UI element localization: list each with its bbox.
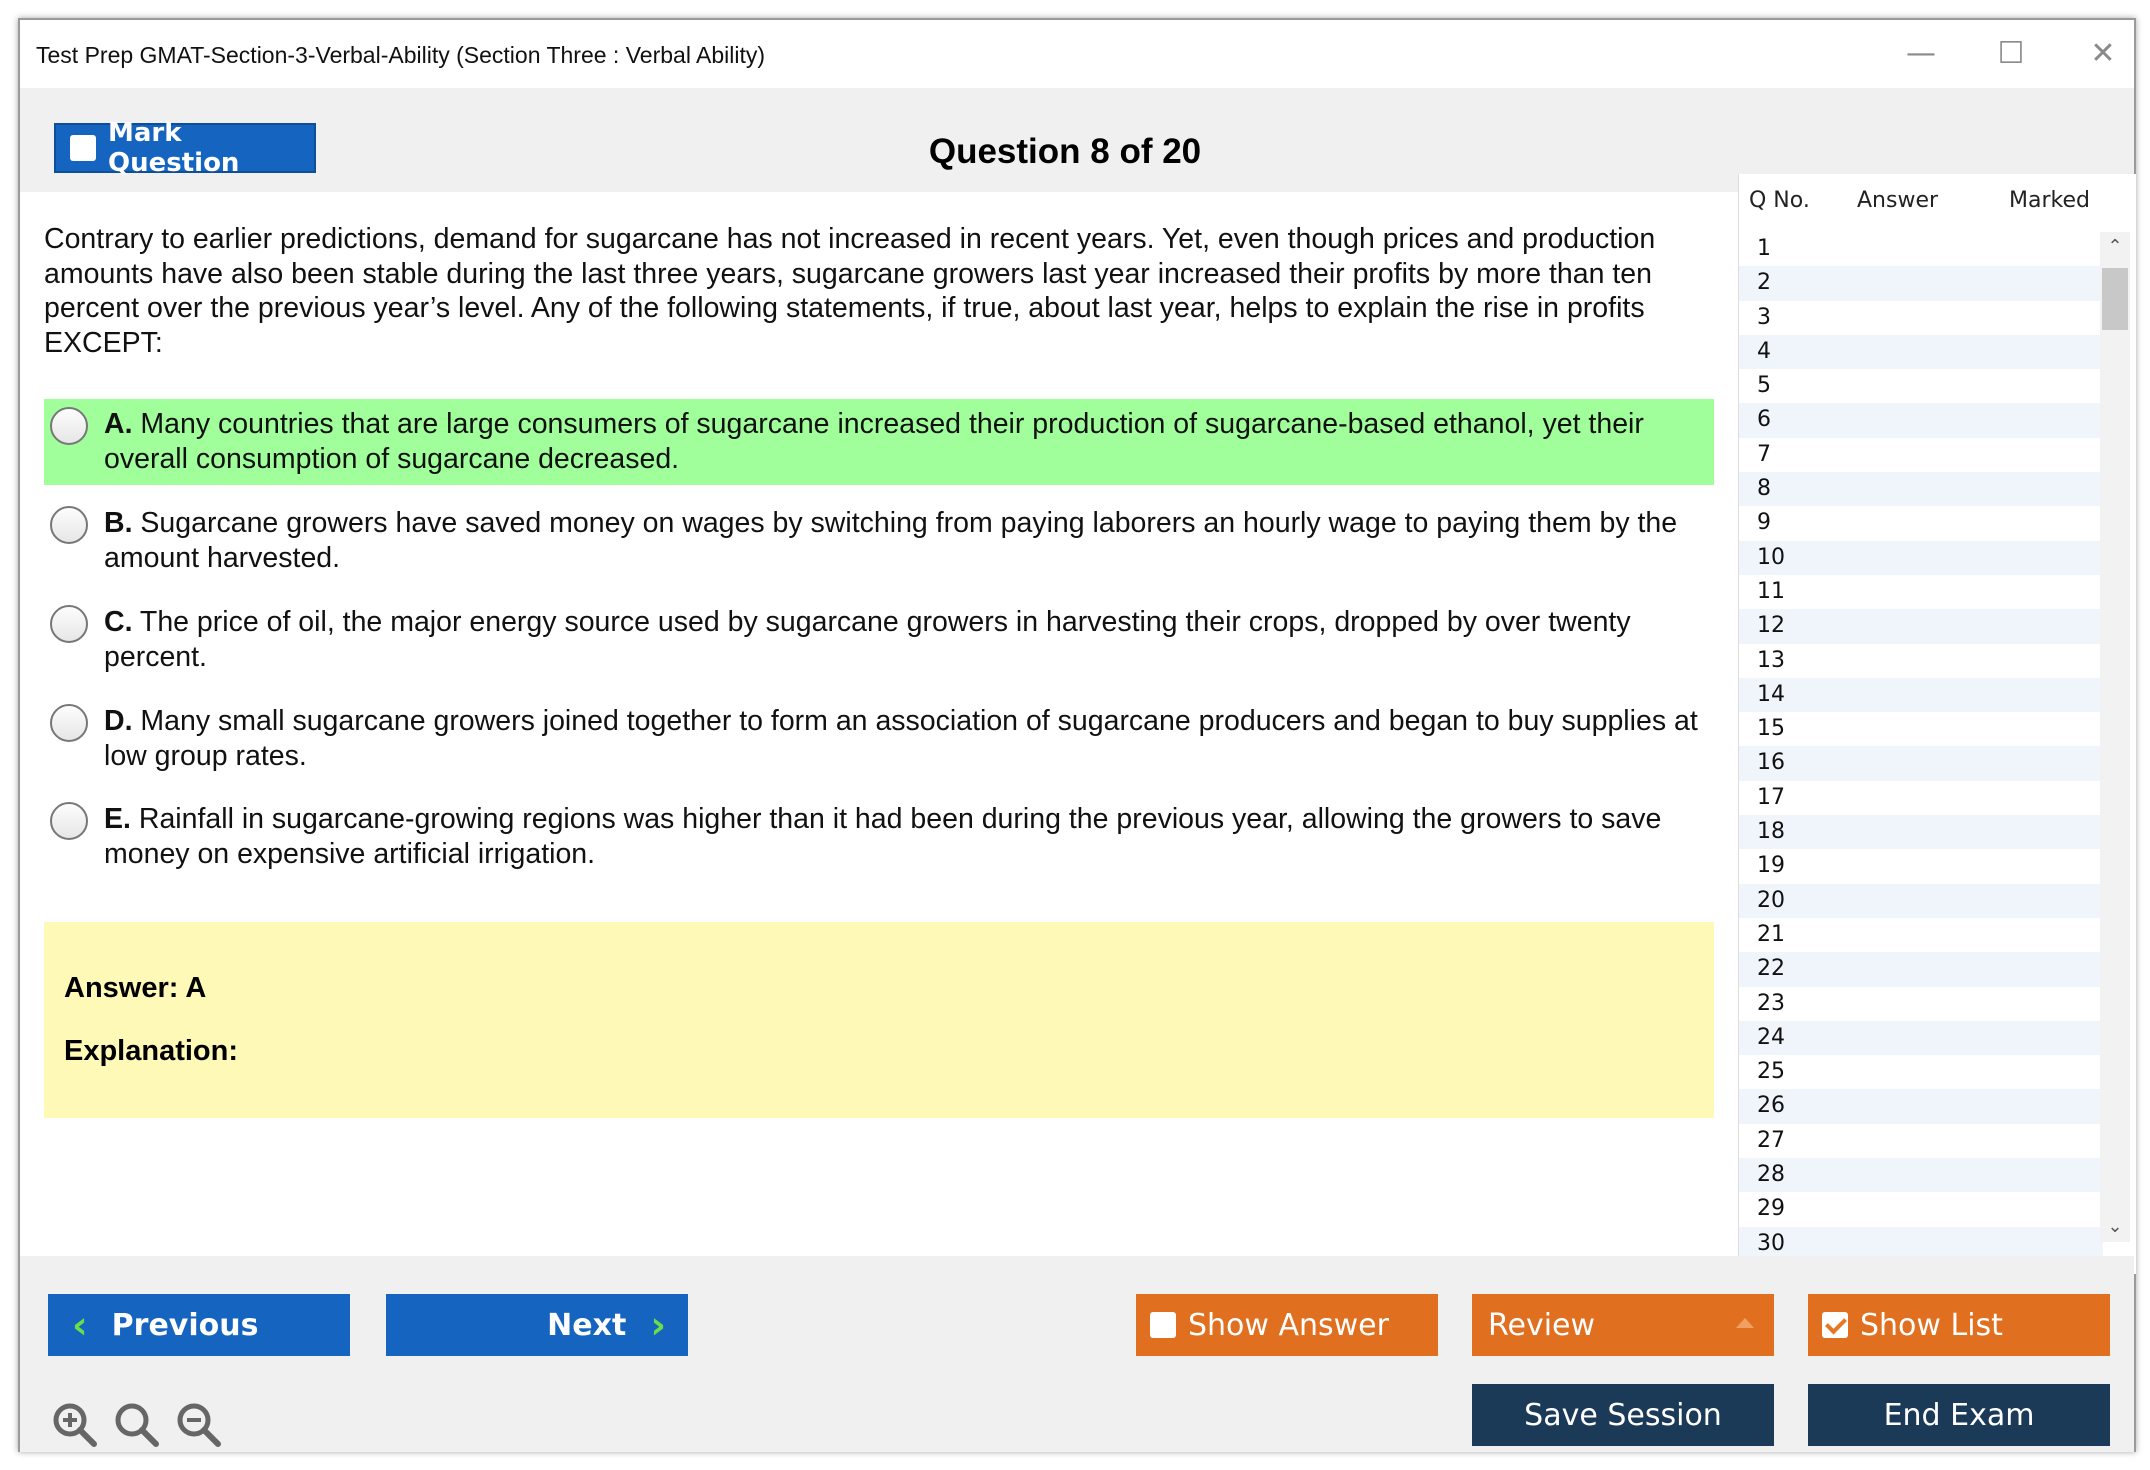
chevron-right-icon: › [650, 1303, 666, 1347]
end-exam-label: End Exam [1883, 1397, 2035, 1433]
question-list-header [1739, 174, 2136, 218]
show-list-label: Show List [1860, 1307, 2003, 1343]
list-item[interactable]: 20 [1739, 884, 2103, 918]
radio-icon[interactable] [50, 407, 88, 445]
window-title: Test Prep GMAT-Section-3-Verbal-Ability (Section Three : Verbal Ability) [36, 42, 766, 68]
radio-icon[interactable] [50, 802, 88, 840]
list-item[interactable]: 14 [1739, 678, 2103, 712]
scroll-down-icon[interactable]: ⌄ [2107, 1216, 2123, 1237]
question-list-rows [1739, 232, 2103, 1261]
list-item[interactable]: 25 [1757, 1059, 1785, 1085]
option-text: Sugarcane growers have saved money on wages by switching from paying laborers an hourly wage to paying them by the amount harvested. [104, 507, 1678, 574]
show-answer-button[interactable] [1136, 1294, 1438, 1356]
list-item[interactable]: 24 [1739, 1021, 2103, 1055]
list-item[interactable]: 22 [1739, 952, 2103, 986]
question-stem: Contrary to earlier predictions, demand for sugarcane has not increased in recent years. Yet, even though prices and production amounts have also been stable during the last three years, sugarcane growers last year increased their profits by more than ten percent over the previous year’s level. Any of the following statements, if true, about last year, helps to explain the rise in profits EXCEPT: [44, 223, 1656, 359]
scroll-up-icon[interactable]: ⌃ [2107, 236, 2123, 257]
scroll-thumb[interactable] [2102, 268, 2128, 330]
option-letter: B. [104, 507, 133, 539]
list-item[interactable]: 23 [1757, 990, 1785, 1016]
list-item[interactable]: 16 [1739, 746, 2103, 780]
list-item[interactable]: 8 [1739, 472, 2103, 506]
option-a[interactable] [44, 399, 1714, 485]
next-label: Next [547, 1307, 627, 1343]
maximize-icon[interactable]: ☐ [1997, 35, 2025, 71]
minimize-icon[interactable]: — [1906, 35, 1936, 71]
list-item[interactable]: 27 [1757, 1127, 1785, 1153]
column-header-answer[interactable]: Answer [1857, 188, 1939, 213]
review-dropdown[interactable] [1472, 1294, 1774, 1356]
checkbox-checked-icon [1822, 1312, 1848, 1338]
zoom-reset-icon[interactable] [112, 1400, 160, 1448]
app-window [18, 18, 2136, 1452]
question-pane [20, 192, 1736, 1272]
radio-icon[interactable] [50, 704, 88, 742]
radio-icon[interactable] [50, 506, 88, 544]
option-letter: E. [104, 803, 131, 835]
column-header-marked[interactable]: Marked [2009, 188, 2090, 213]
zoom-out-icon[interactable] [174, 1400, 222, 1448]
option-letter: D. [104, 705, 133, 737]
column-header-qno[interactable]: Q No. [1749, 188, 1810, 213]
option-text: The price of oil, the major energy source used by sugarcane growers in harvesting their crops, dropped by over twenty percent. [104, 606, 1631, 673]
zoom-in-icon[interactable] [50, 1400, 98, 1448]
radio-icon[interactable] [50, 605, 88, 643]
close-icon[interactable]: ✕ [2090, 35, 2116, 71]
option-letter: A. [104, 408, 133, 440]
save-session-button[interactable] [1472, 1384, 1774, 1446]
list-item[interactable]: 15 [1757, 716, 1785, 742]
list-item[interactable]: 12 [1739, 609, 2103, 643]
save-session-label: Save Session [1524, 1397, 1722, 1433]
question-list-scrollbar[interactable] [2100, 232, 2130, 1242]
option-b[interactable] [44, 498, 1714, 584]
list-item[interactable]: 28 [1739, 1158, 2103, 1192]
title-bar [20, 20, 2134, 88]
list-item[interactable]: 2 [1739, 266, 2103, 300]
list-item[interactable]: 11 [1757, 578, 1785, 604]
list-item[interactable]: 6 [1739, 403, 2103, 437]
chevron-left-icon: ‹ [72, 1303, 88, 1347]
list-item[interactable]: 19 [1757, 853, 1785, 879]
show-answer-label: Show Answer [1188, 1307, 1389, 1343]
list-item[interactable]: 26 [1739, 1089, 2103, 1123]
end-exam-button[interactable] [1808, 1384, 2110, 1446]
list-item[interactable]: 4 [1739, 335, 2103, 369]
list-item[interactable]: 30 [1739, 1227, 2103, 1261]
option-letter: C. [104, 606, 133, 638]
caret-up-icon [1736, 1318, 1754, 1328]
mark-question-label: Mark Question [108, 118, 240, 178]
list-item[interactable]: 7 [1757, 441, 1771, 467]
option-e[interactable] [44, 794, 1714, 880]
list-item[interactable]: 13 [1757, 647, 1785, 673]
option-d[interactable] [44, 696, 1714, 782]
previous-button[interactable] [48, 1294, 350, 1356]
list-item[interactable]: 9 [1757, 510, 1771, 536]
answer-panel [44, 922, 1714, 1118]
option-c[interactable] [44, 597, 1714, 683]
list-item[interactable]: 29 [1757, 1196, 1785, 1222]
checkbox-icon [1150, 1312, 1176, 1338]
list-item[interactable]: 3 [1757, 304, 1771, 330]
list-item[interactable]: 5 [1757, 373, 1771, 399]
footer-bar [20, 1256, 2134, 1452]
list-item[interactable]: 1 [1757, 236, 1771, 261]
question-list [1738, 174, 2136, 1274]
list-item[interactable]: 21 [1757, 921, 1785, 947]
next-button[interactable] [386, 1294, 688, 1356]
show-list-button[interactable] [1808, 1294, 2110, 1356]
option-text: Rainfall in sugarcane-growing regions was higher than it had been during the previous year, allowing the growers to save money on expensive artificial irrigation. [104, 803, 1662, 870]
list-item[interactable]: 18 [1739, 815, 2103, 849]
answer-text: Answer: A [64, 972, 207, 1004]
list-item[interactable]: 17 [1757, 784, 1785, 810]
list-item[interactable]: 10 [1739, 541, 2103, 575]
explanation-label: Explanation: [64, 1035, 239, 1067]
option-text: Many countries that are large consumers of sugarcane increased their production of sugarcane-based ethanol, yet their overall consumption of sugarcane decreased. [104, 408, 1644, 475]
option-text: Many small sugarcane growers joined together to form an association of sugarcane producers and began to buy supplies at low group rates. [104, 705, 1698, 772]
previous-label: Previous [111, 1307, 259, 1343]
review-label: Review [1488, 1307, 1596, 1343]
question-counter: Question 8 of 20 [928, 132, 1202, 171]
